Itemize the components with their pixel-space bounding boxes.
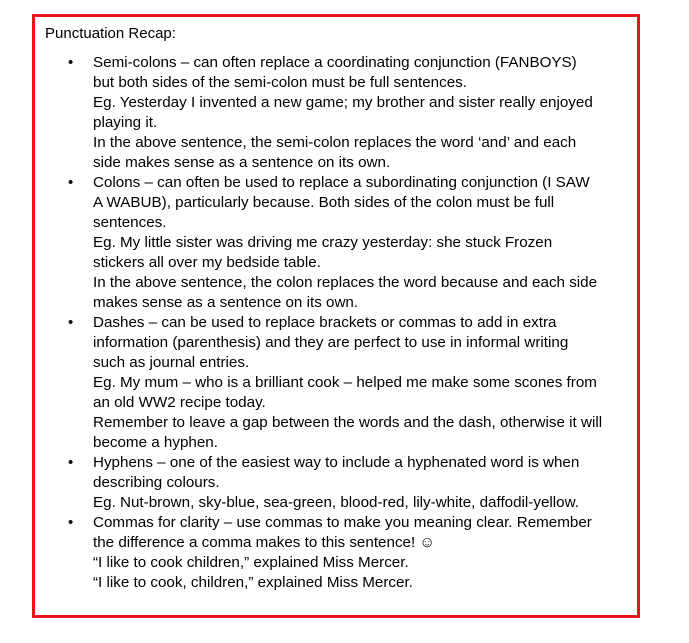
text-line: In the above sentence, the colon replaces the word because and each side [93, 274, 598, 291]
list-item-commas [0, 513, 689, 593]
list-item-colons [0, 173, 689, 313]
text-line: an old WW2 recipe today. [93, 394, 266, 411]
text-line: describing colours. [93, 474, 220, 491]
text-line: stickers all over my bedside table. [93, 254, 321, 271]
bullet-icon: • [68, 514, 74, 531]
text-line: side makes sense as a sentence on its own. [93, 154, 391, 171]
text-line: Eg. My mum – who is a brilliant cook – helped me make some scones from [93, 374, 597, 391]
list-item-dashes [0, 313, 689, 453]
text-line: sentences. [93, 214, 167, 231]
text-line: makes sense as a sentence on its own. [93, 294, 359, 311]
text-line: A WABUB), particularly because. Both sides of the colon must be full [93, 194, 555, 211]
text-line: Eg. Nut-brown, sky-blue, sea-green, blood-red, lily-white, daffodil-yellow. [93, 494, 579, 511]
text-line: Commas for clarity – use commas to make you meaning clear. Remember [93, 514, 592, 531]
text-line: playing it. [93, 114, 158, 131]
text-line: Dashes – can be used to replace brackets or commas to add in extra [93, 314, 557, 331]
bullet-icon: • [68, 314, 74, 331]
text-line: become a hyphen. [93, 434, 218, 451]
text-line: Hyphens – one of the easiest way to include a hyphenated word is when [93, 454, 580, 471]
text-line: Remember to leave a gap between the words and the dash, otherwise it will [93, 414, 603, 431]
bullet-icon: • [68, 54, 74, 71]
text-line: Eg. Yesterday I invented a new game; my brother and sister really enjoyed [93, 94, 593, 111]
text-line: the difference a comma makes to this sentence! ☺ [93, 534, 435, 551]
bullet-icon: • [68, 174, 74, 191]
text-line: but both sides of the semi-colon must be full sentences. [93, 74, 467, 91]
text-line: such as journal entries. [93, 354, 250, 371]
text-line: Eg. My little sister was driving me crazy yesterday: she stuck Frozen [93, 234, 553, 251]
recap-heading: Punctuation Recap: [45, 25, 176, 42]
text-line: Colons – can often be used to replace a subordinating conjunction (I SAW [93, 174, 590, 191]
punctuation-list [0, 53, 689, 593]
text-line: In the above sentence, the semi-colon replaces the word ‘and’ and each [93, 134, 577, 151]
list-item-hyphens [0, 453, 689, 513]
bullet-icon: • [68, 454, 74, 471]
text-line: “I like to cook, children,” explained Miss Mercer. [93, 574, 413, 591]
text-line: “I like to cook children,” explained Miss Mercer. [93, 554, 409, 571]
text-line: Semi-colons – can often replace a coordinating conjunction (FANBOYS) [93, 54, 577, 71]
list-item-semi-colons [0, 53, 689, 173]
text-line: information (parenthesis) and they are perfect to use in informal writing [93, 334, 569, 351]
